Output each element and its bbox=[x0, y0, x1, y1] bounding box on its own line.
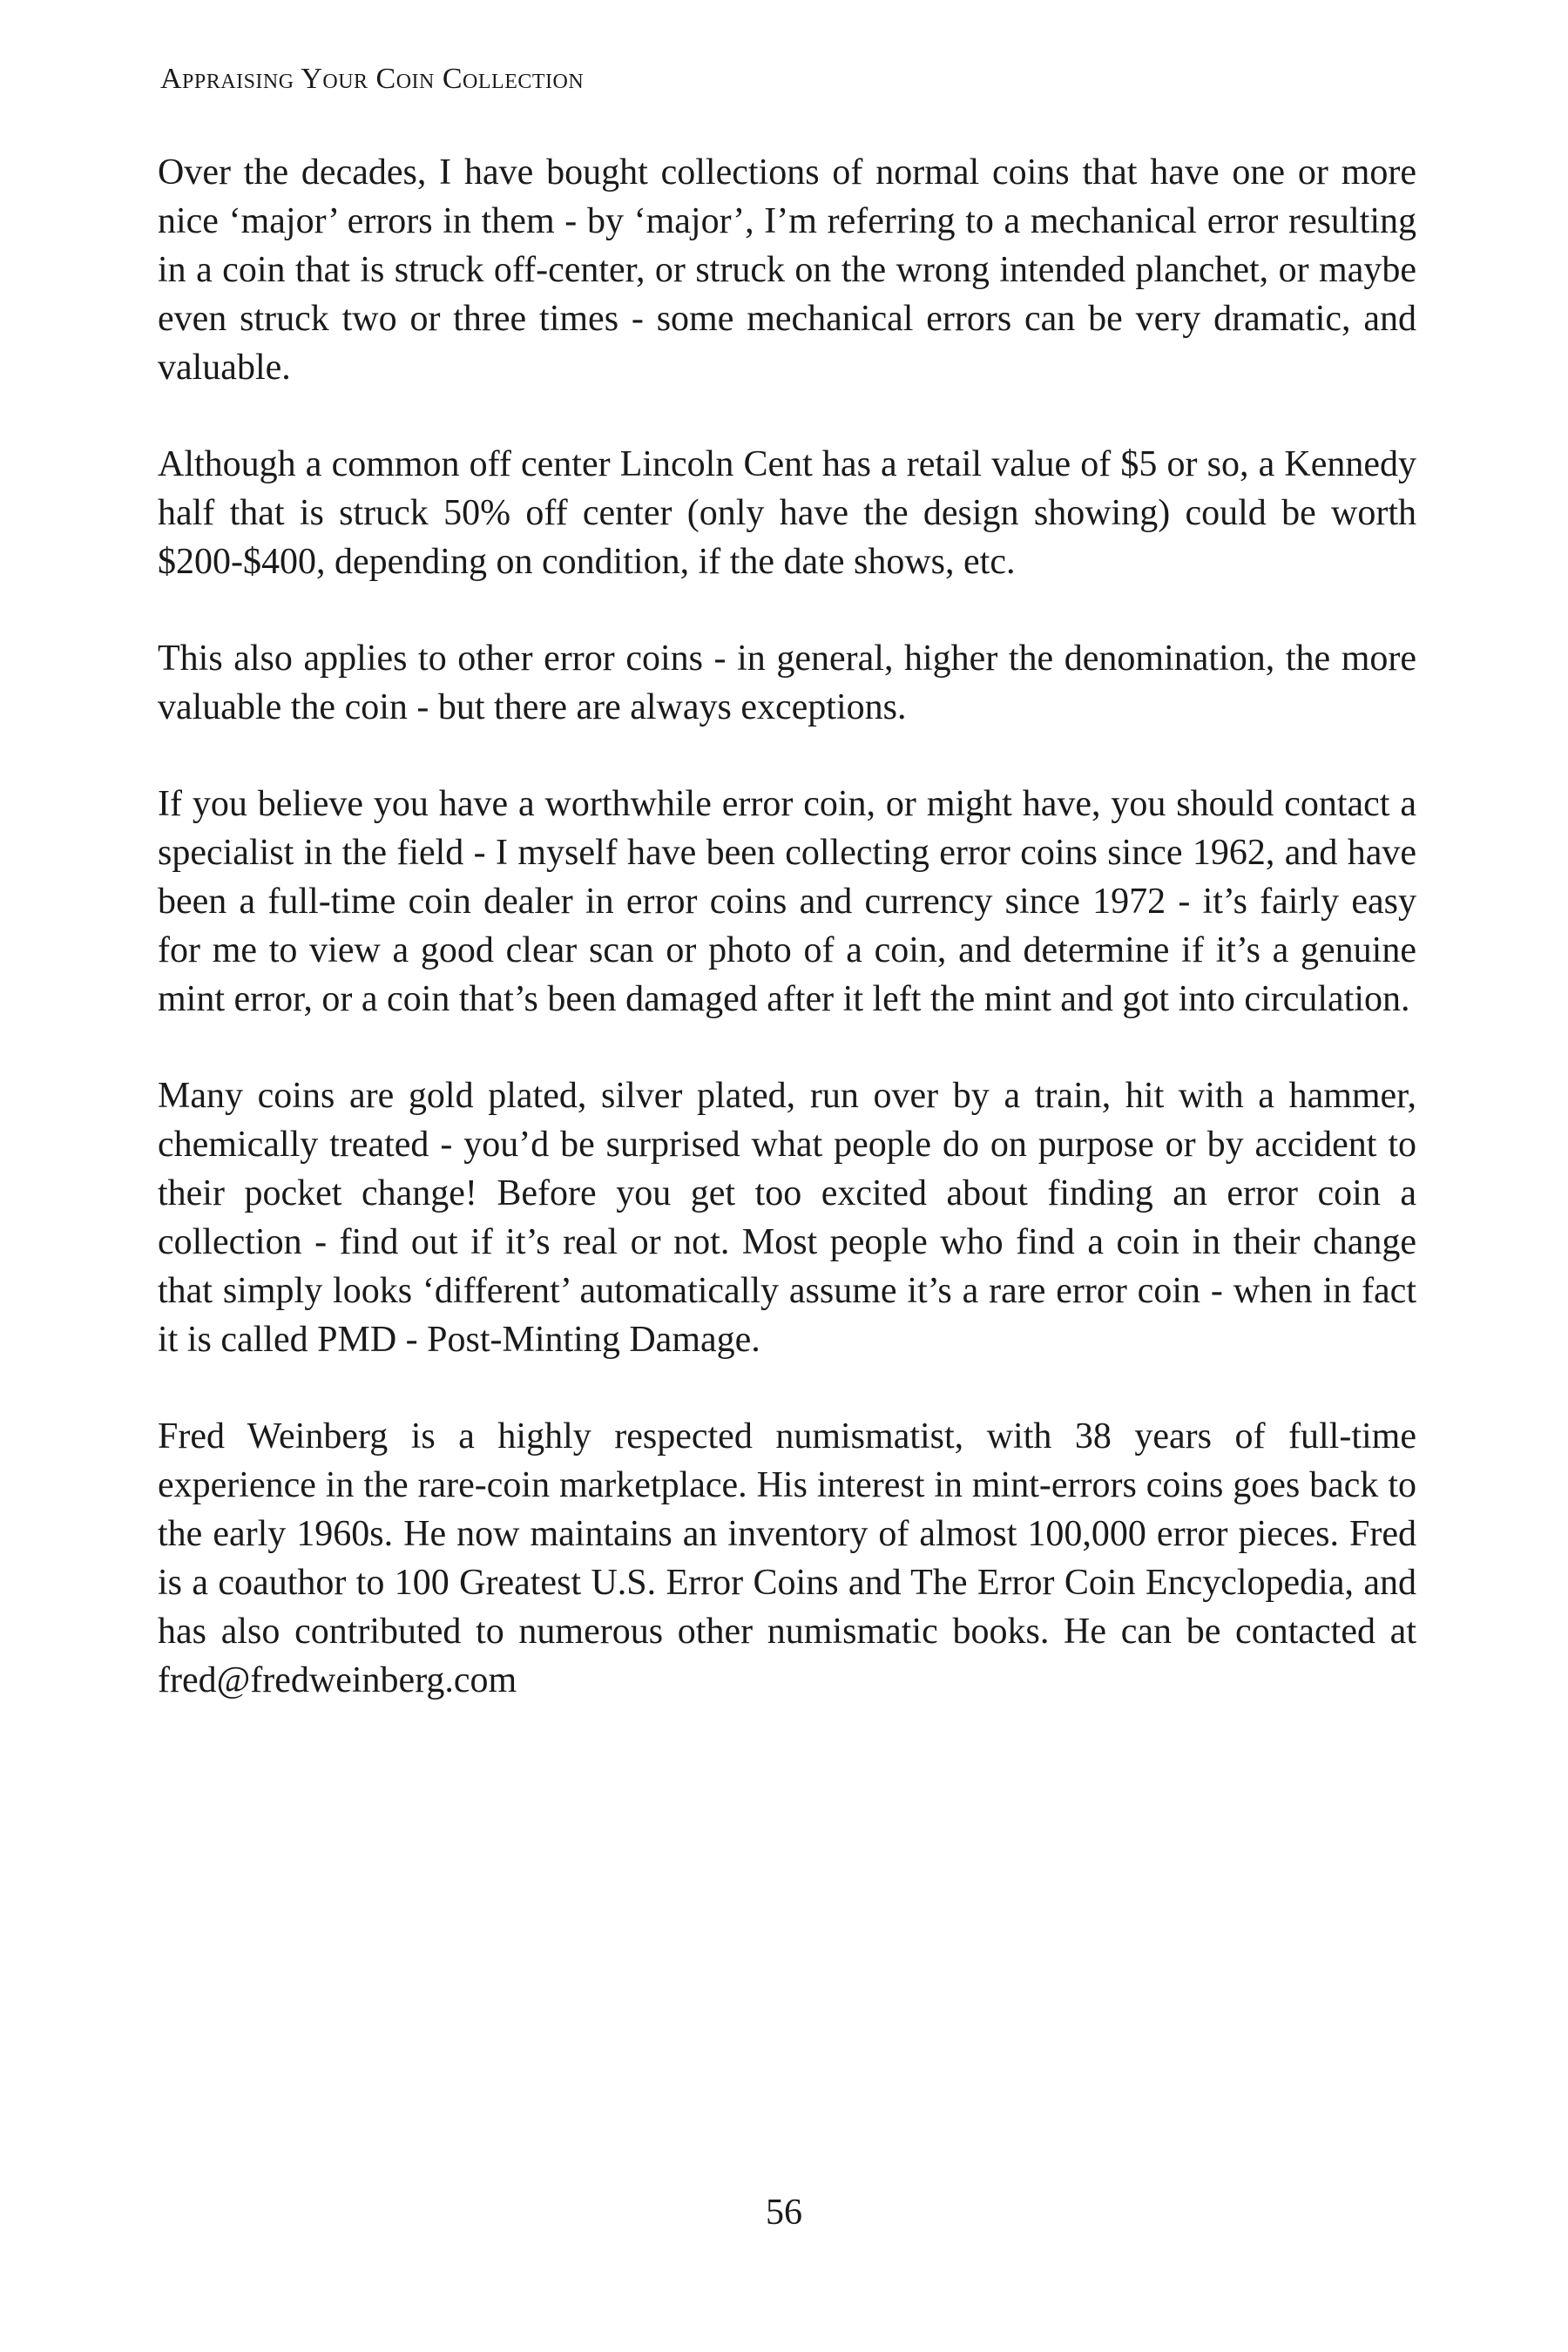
paragraph-major-errors: Over the decades, I have bought collections of normal coins that have one or more nice ‘major’ errors in them - by ‘major’, I’m referring to a mechanical error resulting in a coin that is struck off-center, or struck on the wrong intended planchet, or maybe even struck two or three times - some mechanical errors can be very dramatic, and valuable. bbox=[158, 152, 1416, 388]
paragraph-denomination: This also applies to other error coins - in general, higher the denomination, the more valuable the coin - but there are always exceptions. bbox=[158, 639, 1416, 727]
paragraph-post-minting-damage: Many coins are gold plated, silver plated, run over by a train, hit with a hammer, chemically treated - you’d be surprised what people do on purpose or by accident to their pocket change! Before you get too excited about finding an error coin a collection - find out if it’s real or not. Most people who find a coin in their change that simply looks ‘different’ automatically assume it’s a rare error coin - when in fact it is called PMD - Post-Minting Damage. bbox=[158, 1076, 1416, 1360]
paragraph-off-center-values: Although a common off center Lincoln Cent has a retail value of $5 or so, a Kennedy half that is struck 50% off center (only have the design showing) could be worth $200-$400, depending on condition, if the date shows, etc. bbox=[158, 444, 1416, 582]
running-header: Appraising Your Coin Collection bbox=[160, 63, 585, 95]
body-text bbox=[158, 148, 1416, 1753]
page-number: 56 bbox=[766, 2193, 802, 2233]
paragraph-author-bio: Fred Weinberg is a highly respected numismatist, with 38 years of full-time experience in the rare-coin marketplace. His interest in mint-errors coins goes back to the early 1960s. He now maintains an inventory of almost 100,000 error pieces. Fred is a coauthor to 100 Greatest U.S. Error Coins and The Error Coin Encyclopedia, and has also contributed to numerous other numismatic books. He can be contacted at fred@fredweinberg.com bbox=[158, 1416, 1416, 1700]
paragraph-contact-specialist: If you believe you have a worthwhile error coin, or might have, you should contact a specialist in the field - I myself have been collecting error coins since 1962, and have been a full-time coin dealer in error coins and currency since 1972 - it’s fairly easy for me to view a good clear scan or photo of a coin, and determine if it’s a genuine mint error, or a coin that’s been damaged after it left the mint and got into circulation. bbox=[158, 784, 1416, 1019]
